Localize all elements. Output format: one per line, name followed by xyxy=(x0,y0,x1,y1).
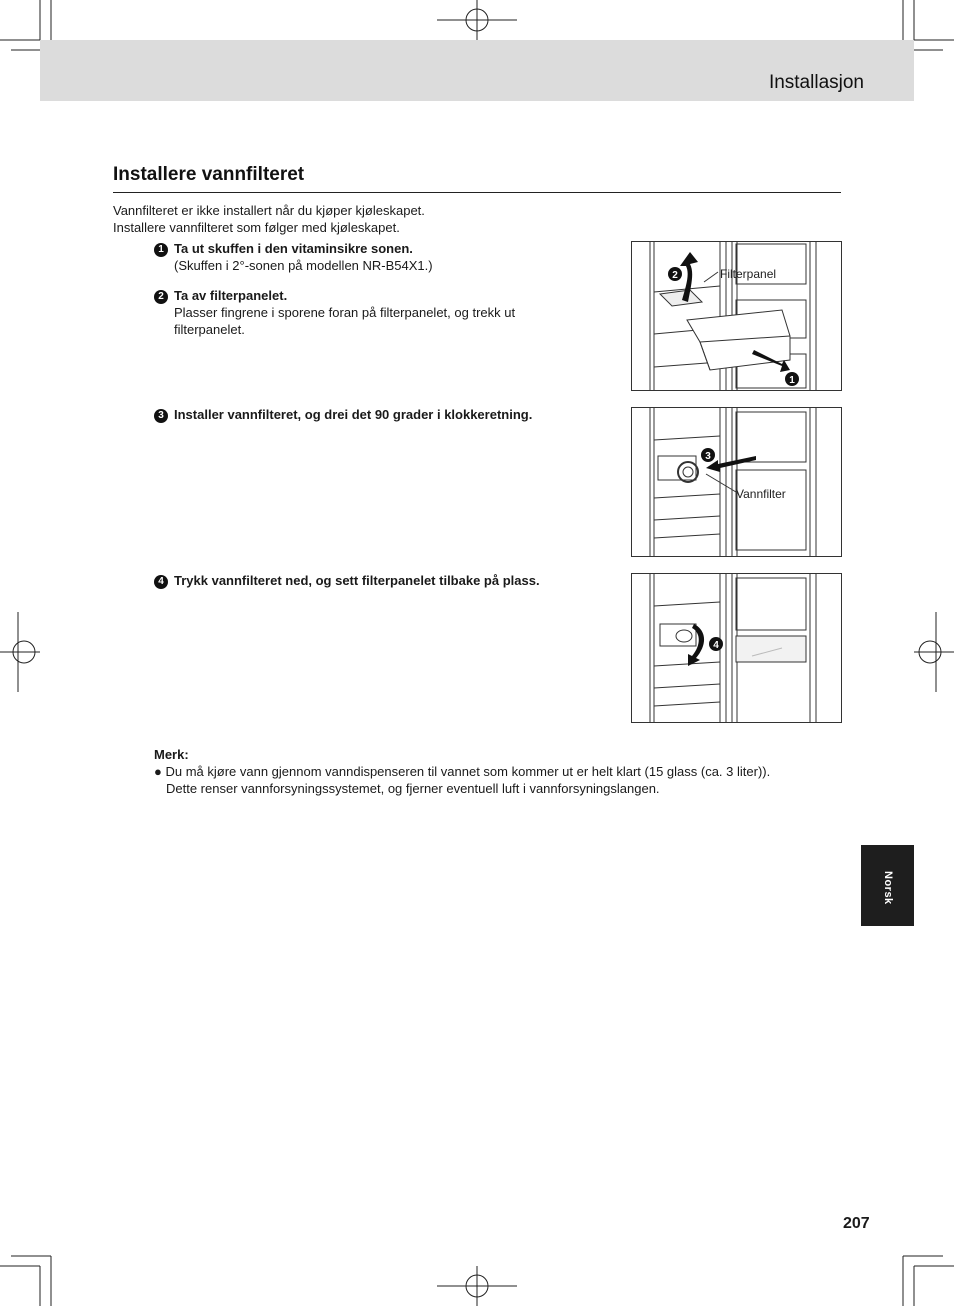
fridge-illustration xyxy=(632,574,841,722)
step-2 xyxy=(154,287,594,338)
svg-text:4: 4 xyxy=(713,640,719,651)
step-1 xyxy=(154,240,594,274)
page-number: 207 xyxy=(843,1215,870,1232)
step-body: Plasser fingrene i sporene foran på filterpanelet, og trekk ut xyxy=(174,305,516,320)
step-title: Ta av filterpanelet. xyxy=(174,288,288,303)
step-title: Installer vannfilteret, og drei det 90 grader i klokkeretning. xyxy=(174,407,533,422)
note-line: Dette renser vannforsyningssystemet, og fjerner eventuell luft i vannforsyningslangen. xyxy=(166,781,660,796)
step-body: filterpanelet. xyxy=(174,322,245,337)
step-number-badge: 4 xyxy=(154,575,168,589)
figure-replace-panel xyxy=(631,573,842,723)
marker-2-icon xyxy=(668,267,682,281)
chapter-title: Installasjon xyxy=(768,72,864,93)
step-3 xyxy=(154,406,594,423)
figure-install-filter xyxy=(631,407,842,557)
note-heading: Merk: xyxy=(154,747,189,762)
marker-3-icon xyxy=(701,448,715,462)
step-title: Trykk vannfilteret ned, og sett filterpanelet tilbake på plass. xyxy=(174,573,540,588)
step-4 xyxy=(154,572,594,589)
svg-text:1: 1 xyxy=(789,375,795,386)
figure-label: Vannfilter xyxy=(736,487,786,501)
marker-4-icon xyxy=(709,637,723,651)
marker-1-icon xyxy=(785,372,799,386)
svg-text:3: 3 xyxy=(705,451,711,462)
section-title: Installere vannfilteret xyxy=(113,164,305,185)
step-title: Ta ut skuffen i den vitaminsikre sonen. xyxy=(174,241,413,256)
intro-text xyxy=(113,202,425,236)
fridge-illustration xyxy=(632,408,841,556)
note-block xyxy=(154,746,854,797)
svg-text:2: 2 xyxy=(672,270,678,281)
step-body: (Skuffen i 2°-sonen på modellen NR-B54X1.) xyxy=(174,258,433,273)
section-divider xyxy=(113,192,841,193)
step-number-badge: 2 xyxy=(154,290,168,304)
note-line: ● Du må kjøre vann gjennom vanndispenseren til vannet som kommer ut er helt klart (15 glass (ca. 3 liter)). xyxy=(154,764,771,779)
step-number-badge: 1 xyxy=(154,243,168,257)
step-number-badge: 3 xyxy=(154,409,168,423)
intro-line: Vannfilteret er ikke installert når du kjøper kjøleskapet. xyxy=(113,203,425,218)
intro-line: Installere vannfilteret som følger med kjøleskapet. xyxy=(113,220,400,235)
figure-label: Filterpanel xyxy=(720,267,777,281)
fridge-illustration xyxy=(632,242,841,390)
language-tab xyxy=(861,845,914,926)
language-tab-label: Norsk xyxy=(882,871,894,905)
figure-remove-drawer xyxy=(631,241,842,391)
